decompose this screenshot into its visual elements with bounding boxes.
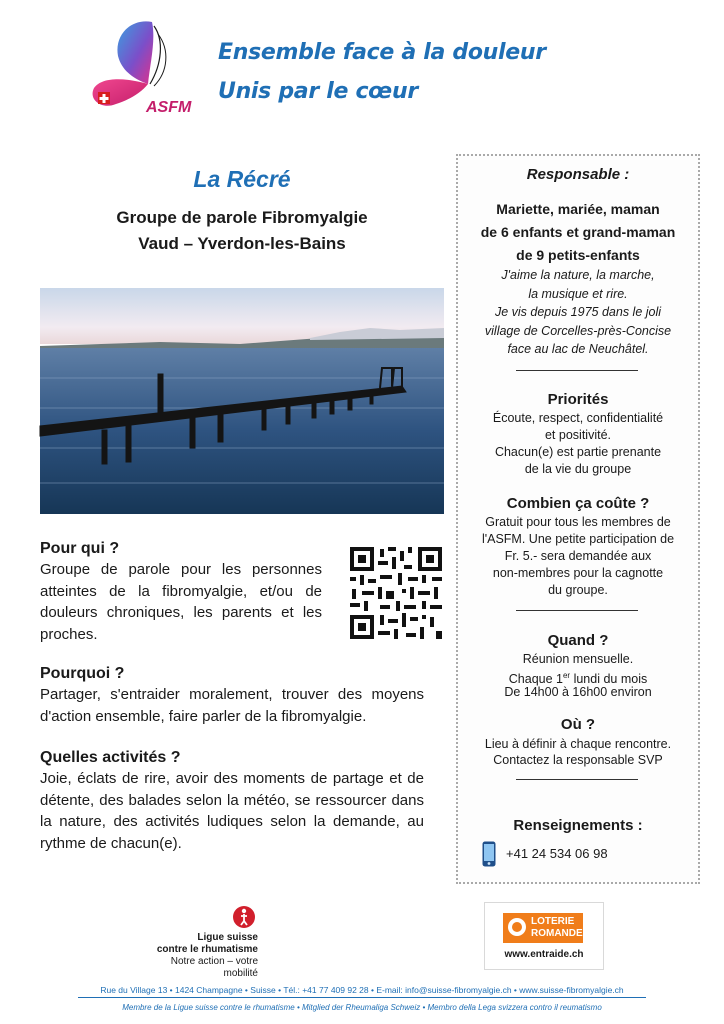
lake-jetty-photo xyxy=(40,288,444,514)
cout-line-3: Fr. 5.- sera demandée aux xyxy=(504,549,652,563)
quand-line-3: De 14h00 à 16h00 environ xyxy=(504,685,652,699)
footer-address: Rue du Village 13 • 1424 Champagne • Suisse • Tél.: +41 77 409 92 28 • E-mail: info@suisse-fibromyalgie.ch • www.suisse-fibromyalgie.ch xyxy=(100,985,624,995)
section-heading-pour-qui: Pour qui ? xyxy=(40,540,120,557)
bio-line-3: Je vis depuis 1975 dans le joli xyxy=(494,305,662,319)
subtitle-line-2: Vaud – Yverdon-les-Bains xyxy=(138,234,346,253)
responsable-title: Responsable : xyxy=(526,166,630,183)
subtitle-line-1: Groupe de parole Fibromyalgie xyxy=(116,208,368,227)
quand-line-1: Réunion mensuelle. xyxy=(522,652,634,666)
responsable-line-2: de 6 enfants et grand-maman xyxy=(480,224,676,240)
phone-number[interactable]: +41 24 534 06 98 xyxy=(506,846,608,861)
priorites-line-2: et positivité. xyxy=(544,428,611,442)
loterie-name xyxy=(531,916,583,940)
priorites-line-1: Écoute, respect, confidentialité xyxy=(492,411,664,425)
cout-line-5: du groupe. xyxy=(548,583,608,597)
quand-line-2-sup: er xyxy=(562,671,571,680)
responsable-line-3: de 9 petits-enfants xyxy=(516,247,640,263)
footer-divider xyxy=(78,997,646,998)
loterie-line-2: ROMANDE xyxy=(531,928,583,939)
loterie-url[interactable]: www.entraide.ch xyxy=(504,949,584,960)
ou-line-2: Contactez la responsable SVP xyxy=(493,753,663,767)
ligue-text xyxy=(140,932,258,980)
loterie-badge xyxy=(503,913,583,943)
slogan-line-1: Ensemble face à la douleur xyxy=(218,40,546,65)
logo-text: ASFM xyxy=(146,99,192,116)
page-title: La Récré xyxy=(193,166,291,192)
footer-membership: Membre de la Ligue suisse contre le rhumatisme • Mitglied der Rheumaliga Schweiz • Membro della Lega svizzera contro il reumatismo xyxy=(122,1003,602,1012)
bio-line-1: J'aime la nature, la marche, xyxy=(501,268,655,282)
asfm-butterfly-logo xyxy=(84,14,192,118)
ligue-line-2: contre le rhumatisme xyxy=(156,944,258,955)
ligue-line-1: Ligue suisse xyxy=(197,932,258,943)
ligue-line-3: Notre action – votre mobilité xyxy=(170,956,258,979)
mobile-phone-icon xyxy=(482,841,496,867)
cout-line-2: l'ASFM. Une petite participation de xyxy=(481,532,675,546)
quand-line-2-pre: Chaque 1 xyxy=(508,672,563,687)
ligue-rhumatisme-logo xyxy=(232,905,256,929)
divider xyxy=(516,370,638,371)
renseignements-title: Renseignements : xyxy=(513,817,643,834)
priorites-title: Priorités xyxy=(547,391,609,408)
cout-line-4: non-membres pour la cagnotte xyxy=(492,566,664,580)
section-text-pourquoi: Partager, s'entraider moralement, trouver des moyens d'action ensemble, faire parler de la fibromyalgie. xyxy=(40,686,424,725)
bio-line-5: face au lac de Neuchâtel. xyxy=(507,342,649,356)
priorites-line-3: Chacun(e) est partie prenante xyxy=(494,445,662,459)
bio-line-4: village de Corcelles-près-Concise xyxy=(484,324,672,338)
quand-line-2-post: lundi du mois xyxy=(570,672,648,687)
loterie-line-1: LOTERIE xyxy=(531,916,575,927)
loterie-circle-inner-icon xyxy=(512,922,522,932)
loterie-romande-logo xyxy=(484,902,604,970)
responsable-line-1: Mariette, mariée, maman xyxy=(496,201,660,217)
qr-code[interactable] xyxy=(350,547,442,639)
ou-title: Où ? xyxy=(560,716,596,733)
section-text-pour-qui: Groupe de parole pour les personnes atteintes de la fibromyalgie, et/ou de douleurs chroniques, les parents et les proches. xyxy=(40,561,322,643)
bio-line-2: la musique et rire. xyxy=(528,287,628,301)
quand-title: Quand ? xyxy=(547,632,609,649)
cout-line-1: Gratuit pour tous les membres de xyxy=(485,515,671,529)
divider xyxy=(516,779,638,780)
section-heading-activites: Quelles activités ? xyxy=(40,749,181,766)
section-text-activites: Joie, éclats de rire, avoir des moments de partage et de détente, des balades selon la météo, se ressourcer dans la nature, des activités ludiques selon la demande, au rythme de chacun(e). xyxy=(40,770,424,852)
section-heading-pourquoi: Pourquoi ? xyxy=(40,665,125,682)
priorites-line-4: de la vie du groupe xyxy=(524,462,632,476)
divider xyxy=(516,610,638,611)
ou-line-1: Lieu à définir à chaque rencontre. xyxy=(484,737,672,751)
slogan-line-2: Unis par le cœur xyxy=(218,79,418,104)
cout-title: Combien ça coûte ? xyxy=(506,495,650,512)
